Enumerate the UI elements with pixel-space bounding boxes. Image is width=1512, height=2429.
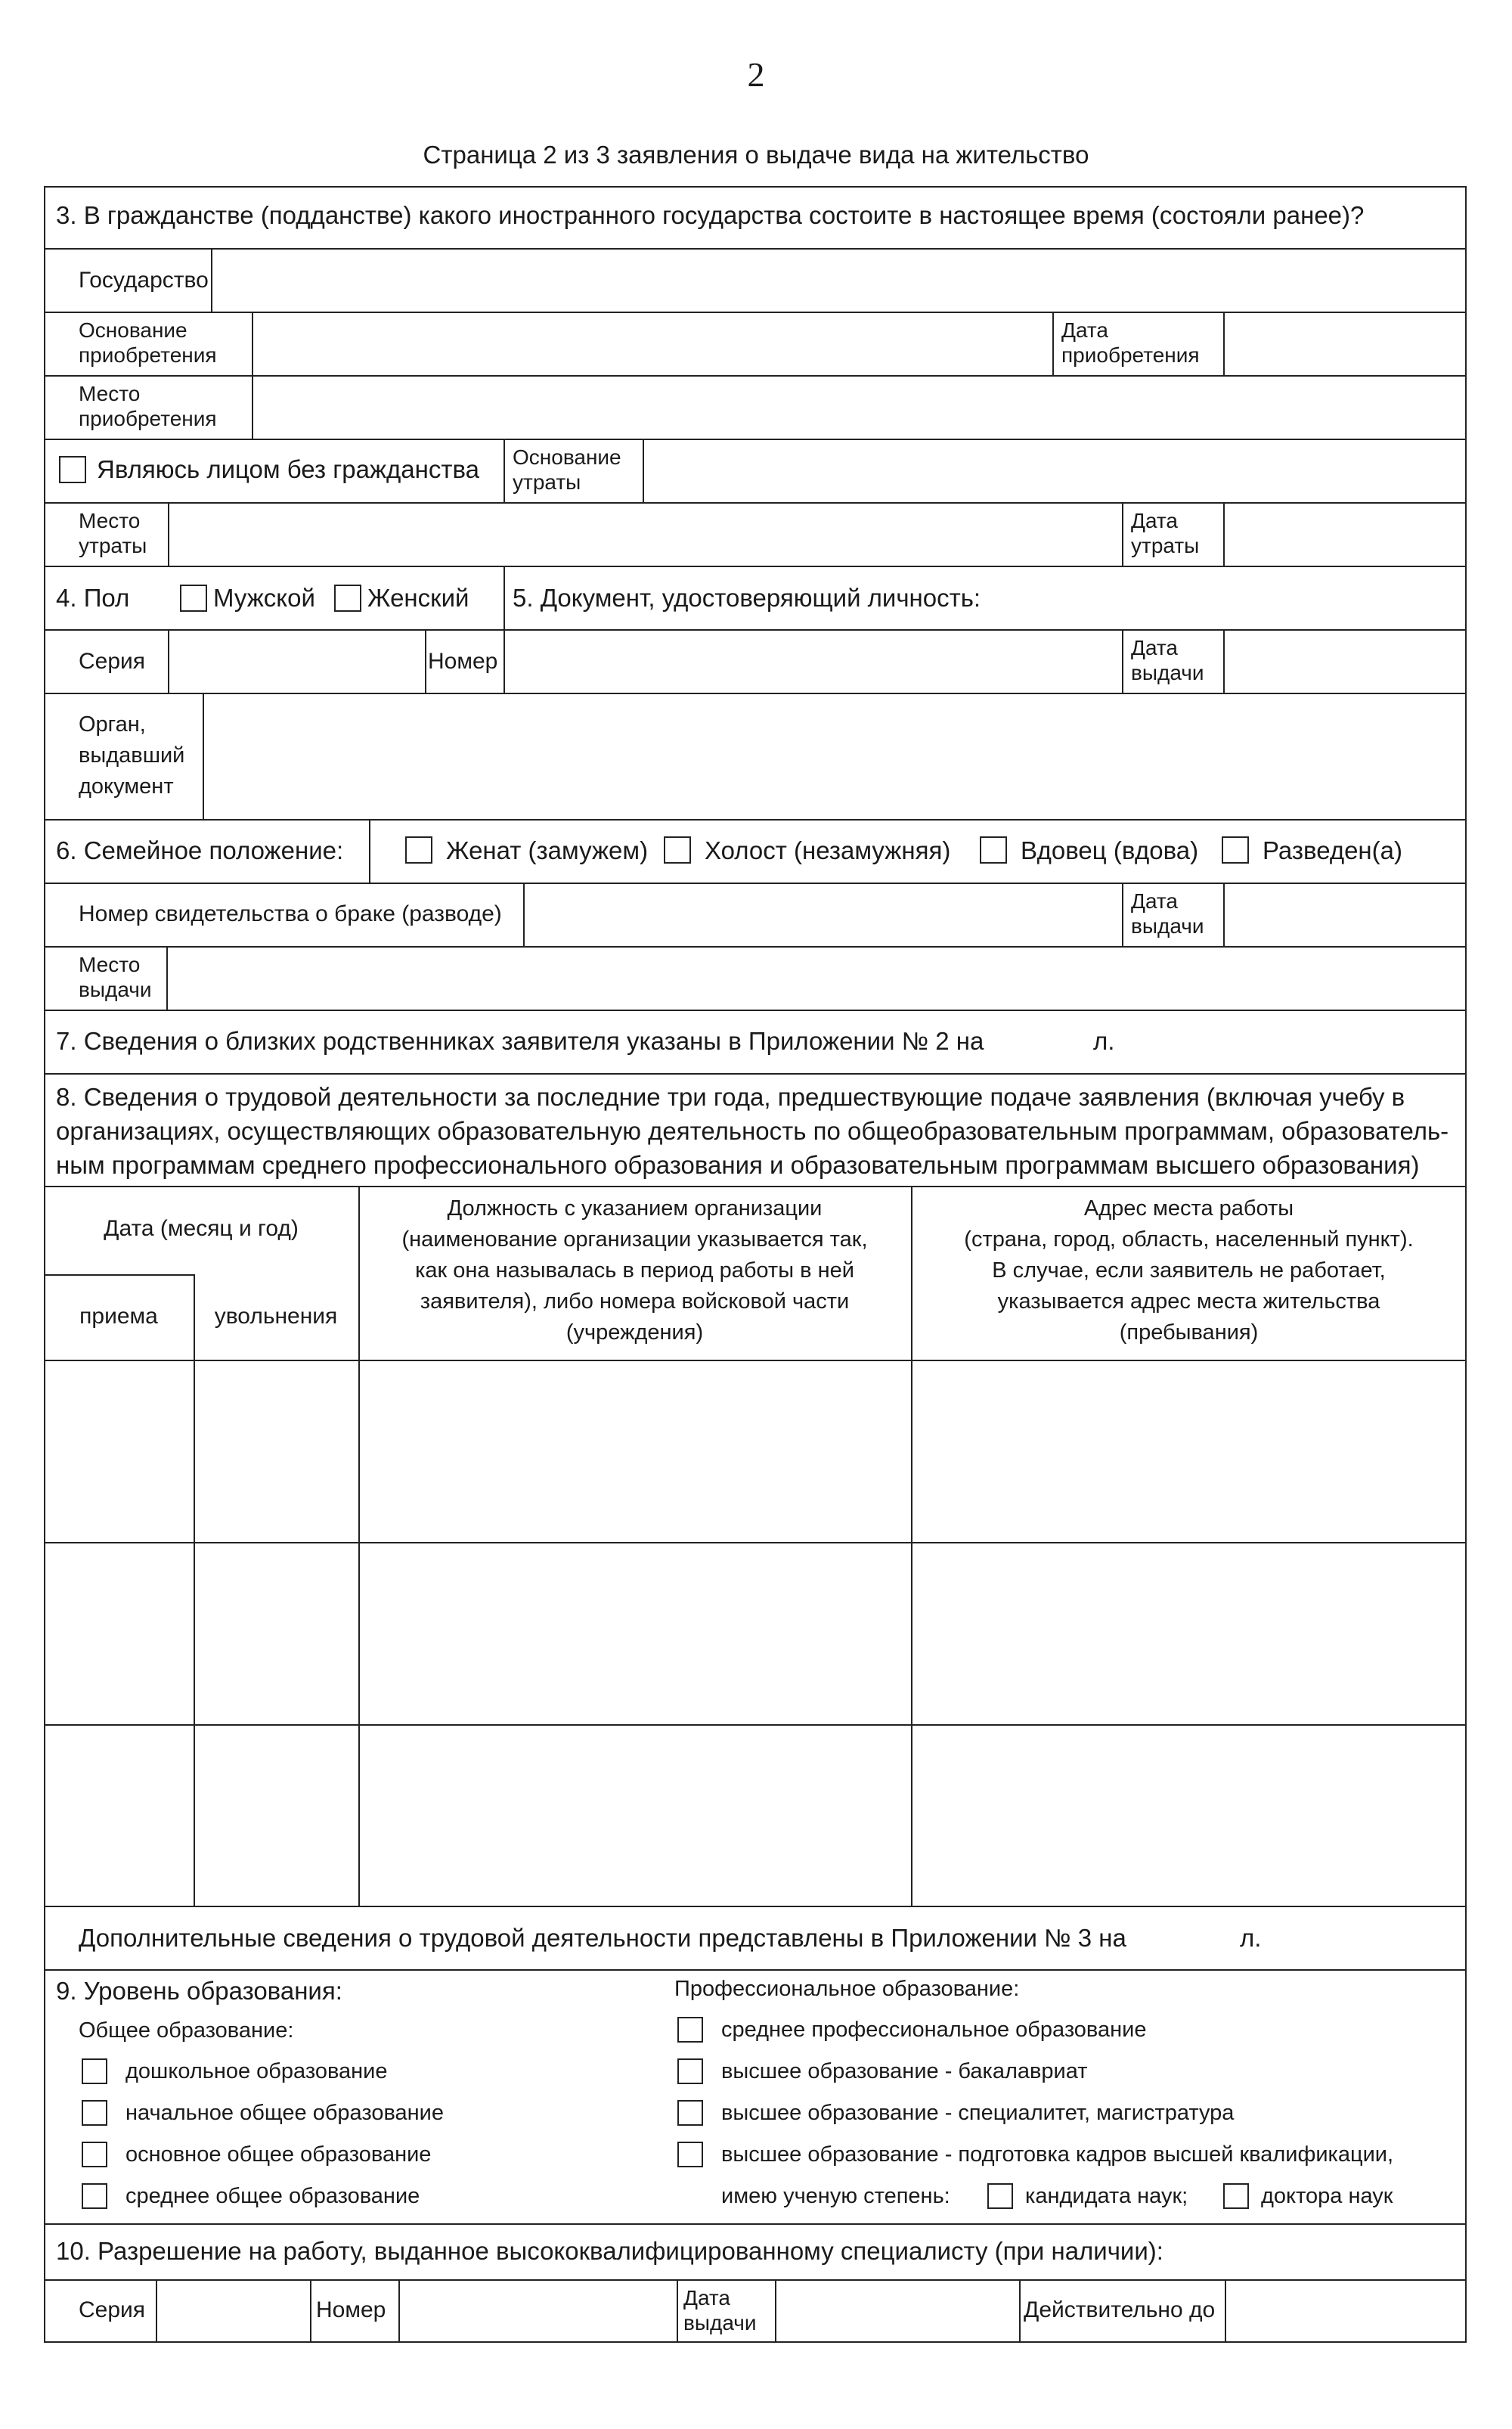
acquisition-place-label: Место приобретения [79, 382, 217, 430]
degree-label: имею ученую степень: [721, 2184, 950, 2208]
divorced-checkbox[interactable] [1222, 836, 1249, 864]
divorced-label: Разведен(а) [1263, 836, 1402, 864]
page-number: 2 [747, 55, 765, 94]
married-label: Женат (замужем) [446, 836, 649, 864]
candidate-label: кандидата наук; [1025, 2184, 1188, 2208]
table-cell[interactable] [45, 1726, 194, 1906]
basic-general-checkbox[interactable] [82, 2142, 107, 2167]
single-checkbox[interactable] [664, 836, 691, 864]
valid-until-label: Действительно до [1024, 2297, 1216, 2322]
row-divider [44, 1906, 1467, 1907]
valid-until-field[interactable] [1226, 2281, 1465, 2343]
row-divider [44, 2223, 1467, 2225]
row-divider [44, 1274, 194, 1276]
cert-place-field[interactable] [168, 948, 1465, 1010]
loss-date-field[interactable] [1225, 504, 1465, 566]
col-divider [1122, 502, 1123, 566]
general-education-title: Общее образование: [79, 2018, 294, 2043]
bachelor-label: высшее образование - бакалавриат [721, 2059, 1088, 2083]
acquisition-place-field[interactable] [253, 377, 1465, 439]
table-cell[interactable] [912, 1726, 1465, 1906]
state-label: Государство [79, 268, 209, 293]
id-number-label: Номер [428, 649, 498, 674]
id-series-label: Серия [79, 649, 146, 674]
col-divider [677, 2279, 678, 2343]
doctor-checkbox[interactable] [1223, 2183, 1249, 2209]
section-4-title: 4. Пол [56, 584, 130, 612]
preschool-checkbox[interactable] [82, 2058, 107, 2084]
row-divider [44, 819, 1467, 821]
permit-series-label: Серия [79, 2297, 146, 2322]
row-divider [44, 1073, 1467, 1075]
permit-number-label: Номер [316, 2297, 386, 2322]
loss-basis-field[interactable] [644, 440, 1465, 502]
vocational-label: среднее профессиональное образование [721, 2018, 1147, 2042]
section-8-intro: 8. Сведения о трудовой деятельности за последние три года, предшествующие подаче заявления (включая учебу в организациях, осуществляющих образовательную деятельность по общеобразовательным программам, образователь- ным программам среднего профессионального образования и образовательным программам высшего образования) [56, 1083, 1449, 1179]
id-date-label: Дата выдачи [1131, 636, 1204, 684]
row-divider [44, 566, 1467, 567]
specialist-master-label: высшее образование - специалитет, магистратура [721, 2101, 1235, 2125]
col-divider [1019, 2279, 1021, 2343]
single-label: Холост (незамужняя) [705, 836, 951, 864]
col-header-date: Дата (месяц и год) [104, 1216, 299, 1241]
row-divider [44, 1186, 1467, 1187]
additional-employment-suffix: л. [1240, 1924, 1262, 1952]
table-cell[interactable] [360, 1726, 911, 1906]
male-checkbox[interactable] [180, 585, 207, 612]
widowed-checkbox[interactable] [980, 836, 1007, 864]
appendix-3-sheets-field[interactable] [1157, 1918, 1235, 1960]
loss-place-field[interactable] [169, 504, 1121, 566]
acquisition-basis-field[interactable] [253, 313, 1052, 375]
professional-education-title: Профессиональное образование: [674, 1977, 1020, 2001]
postgraduate-checkbox[interactable] [677, 2142, 703, 2167]
primary-checkbox[interactable] [82, 2100, 107, 2126]
table-cell[interactable] [912, 1543, 1465, 1724]
female-label: Женский [367, 584, 469, 612]
loss-place-label: Место утраты [79, 509, 147, 557]
table-cell[interactable] [195, 1726, 358, 1906]
table-cell[interactable] [195, 1361, 358, 1542]
col-divider [369, 819, 370, 883]
table-cell[interactable] [45, 1361, 194, 1542]
section-10-title: 10. Разрешение на работу, выданное высококвалифицированному специалисту (при наличии): [56, 2237, 1163, 2265]
widowed-label: Вдовец (вдова) [1021, 836, 1199, 864]
married-checkbox[interactable] [405, 836, 432, 864]
col-divider [1122, 629, 1123, 693]
basic-general-label: основное общее образование [125, 2142, 432, 2167]
cert-date-label: Дата выдачи [1131, 889, 1204, 938]
state-field[interactable] [212, 250, 1465, 312]
row-divider [44, 1969, 1467, 1971]
col-divider [1122, 883, 1123, 946]
table-cell[interactable] [360, 1361, 911, 1542]
appendix-2-sheets-field[interactable] [1005, 1021, 1089, 1063]
row-divider [44, 1010, 1467, 1011]
section-7-text: 7. Сведения о близких родственниках заявителя указаны в Приложении № 2 на [56, 1027, 984, 1055]
col-header-position: Должность с указанием организации (наименование организации указывается так, как она называлась в период работы в ней заявителя), либо номера войсковой части (учреждения) [401, 1196, 868, 1345]
col-header-dismiss: увольнения [214, 1304, 338, 1329]
section-3-title: 3. В гражданстве (подданстве) какого иностранного государства состоите в настоящее время (состояли ранее)? [56, 201, 1365, 229]
specialist-master-checkbox[interactable] [677, 2100, 703, 2126]
col-divider [503, 439, 505, 502]
loss-basis-label: Основание утраты [513, 445, 621, 494]
col-header-hire: приема [79, 1304, 158, 1329]
table-cell[interactable] [45, 1543, 194, 1724]
col-divider [310, 2279, 311, 2343]
col-divider [1052, 312, 1054, 375]
doctor-label: доктора наук [1261, 2184, 1393, 2208]
col-divider [425, 629, 426, 693]
acquisition-basis-label: Основание приобретения [79, 318, 217, 367]
acquisition-date-field[interactable] [1225, 313, 1465, 375]
bachelor-checkbox[interactable] [677, 2058, 703, 2084]
marriage-cert-field[interactable] [525, 884, 1121, 946]
permit-date-label: Дата выдачи [683, 2286, 757, 2334]
acquisition-date-label: Дата приобретения [1061, 318, 1200, 367]
table-cell[interactable] [360, 1543, 911, 1724]
page-subtitle: Страница 2 из 3 заявления о выдаче вида на жительство [423, 141, 1089, 169]
male-label: Мужской [213, 584, 315, 612]
issuing-authority-label: Орган, выдавший документ [79, 712, 185, 799]
stateless-label: Являюсь лицом без гражданства [97, 455, 480, 483]
id-number-field[interactable] [505, 631, 1121, 693]
female-checkbox[interactable] [334, 585, 361, 612]
table-cell[interactable] [195, 1543, 358, 1724]
issuing-authority-field[interactable] [204, 694, 1465, 819]
section-5-title: 5. Документ, удостоверяющий личность: [513, 584, 981, 612]
postgraduate-label: высшее образование - подготовка кадров высшей квалификации, [721, 2142, 1394, 2167]
permit-series-field[interactable] [157, 2281, 310, 2343]
id-series-field[interactable] [169, 631, 424, 693]
permit-date-field[interactable] [776, 2281, 1019, 2343]
candidate-checkbox[interactable] [987, 2183, 1013, 2209]
preschool-label: дошкольное образование [125, 2059, 388, 2083]
secondary-general-label: среднее общее образование [125, 2184, 420, 2208]
cert-date-field[interactable] [1225, 884, 1465, 946]
col-header-address: Адрес места работы (страна, город, область, населенный пункт). В случае, если заявитель не работает, указывается адрес места жительства (пребывания) [964, 1196, 1414, 1345]
section-9-title: 9. Уровень образования: [56, 1977, 342, 2005]
additional-employment-text: Дополнительные сведения о трудовой деятельности представлены в Приложении № 3 на [79, 1924, 1126, 1952]
vocational-checkbox[interactable] [677, 2017, 703, 2043]
stateless-checkbox[interactable] [59, 456, 86, 483]
permit-number-field[interactable] [400, 2281, 677, 2343]
marriage-cert-label: Номер свидетельства о браке (разводе) [79, 901, 502, 926]
loss-date-label: Дата утраты [1131, 509, 1200, 557]
primary-label: начальное общее образование [125, 2101, 445, 2125]
id-date-field[interactable] [1225, 631, 1465, 693]
secondary-general-checkbox[interactable] [82, 2183, 107, 2209]
section-6-title: 6. Семейное положение: [56, 836, 344, 864]
cert-place-label: Место выдачи [79, 953, 152, 1001]
col-divider [503, 566, 505, 629]
section-7-suffix: л. [1093, 1027, 1115, 1055]
table-cell[interactable] [912, 1361, 1465, 1542]
